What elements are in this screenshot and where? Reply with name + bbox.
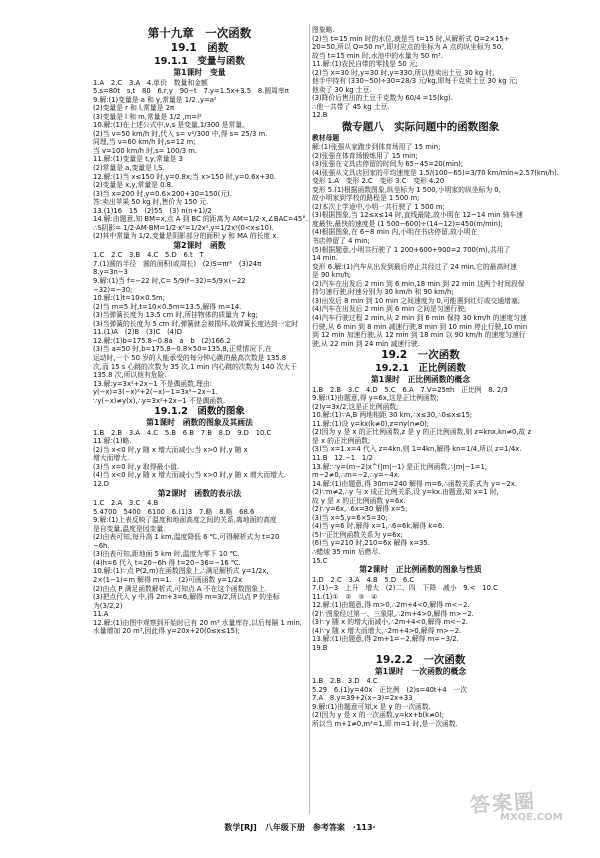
answer-line: 度最快,最快的速度是 (1 500−600)÷(14−12)=450(m/min); (312, 219, 503, 228)
answer-line: 10.解:(1)t=10×0.5m; (93, 294, 165, 303)
section-heading: 19.1 函数 (170, 42, 229, 54)
left-column (93, 26, 306, 636)
section-heading: 教材母题 (312, 134, 340, 143)
answer-line: (3)当弹簧长度为 13.5 cm 时,所挂物体的质量为 7 kg; (93, 311, 258, 320)
section-heading: 第2课时 函数的表示法 (157, 488, 242, 498)
answer-line: 13.(1)16 15 (2)55 (3) n(n+1)/2 (93, 206, 212, 215)
answer-line: 当 v=100 km/h 时,s= 100/3 m. (93, 146, 198, 155)
answer-line: 11.解:(1)变量是 t,y,常量是 3 (93, 155, 183, 164)
answer-line: 11.解:(1)略. (93, 437, 132, 446)
answer-line: 20=50,所以 Q=50 m³,即对应点的坐标为 A 点的纵坐标为 50, (312, 43, 504, 52)
answer-line: (3)由表可知,距地面 5 km 时,温度为零下 10 ℃. (93, 550, 240, 559)
right-column (312, 26, 559, 728)
section-heading: 第十九章 一次函数 (147, 26, 252, 40)
answer-line: (3)∵y 随 x 的增大而减小,∴2m+4<0,解得 m<−2. (312, 618, 468, 627)
answer-line: (2)当 t=15 min 时的水位,就是当 t=15 时,从解析式 Q=2×15+ (312, 34, 510, 43)
section-heading: 19.2 一次函数 (381, 349, 460, 362)
answer-line: 1.B 2.B 3.A 4.C 5.B 6.B 7.B 8.D 9.D 10.C (93, 428, 272, 437)
answer-line: 12.解:(1)当 x≤150 时,y=0.8x;当 x>150 时,y=0.6x+30. (93, 172, 276, 181)
answer-line: (2)变量是 r 和 l,常量是 2π (93, 104, 175, 113)
answer-line: 14 min. (312, 254, 338, 263)
answer-line: (2)因为 y 是 x 的一次函数,y=kx+b(k≠0); (312, 711, 445, 720)
answer-line: (4)∵y 随 x 增大而增大,∴2m+4>0,解得 m>−2. (312, 626, 462, 635)
section-heading: 第1课时 函数的图象及其画法 (146, 418, 253, 428)
answer-line: 11.(1)A (2)B (3)C (4)D (93, 328, 183, 337)
answer-line: 是 90 km/h; (312, 271, 352, 280)
section-heading: 第1课时 正比例函数的概念 (371, 375, 470, 385)
section-heading: 第1课时 一次函数的概念 (374, 666, 467, 676)
answer-line: ∴他一共带了 45 kg 土豆. (312, 102, 390, 111)
answer-line: (2)当 x<0 时,y 随 x 增大而减小;当 x>0 时,y 随 x (93, 445, 248, 454)
answer-line: (3)根据图象,当 12≤x≤14 时,直线最陡,故小明在 12~14 min 骑车速 (312, 211, 523, 220)
answer-line: 所以当 m+1≠0,m²=1,即 m=1 时,是一次函数. (312, 719, 458, 728)
answer-line: 14.解:(1)由题意,得 30m=240 解得 m=6,∴函数关系式为 y=−2x. (312, 479, 517, 488)
answer-line: (4)根据图象,在 6~8 min 内,小明在书店停留,故小明在 (312, 228, 478, 237)
answer-line: (3)变量是 l 和 m,常量是 1/2 ,m=l² (93, 112, 202, 121)
answer-line: 9.解:(1)由题意,得 y=6x,这是正比例函数; (312, 394, 439, 403)
section-heading: 19.1.2 函数的图象 (154, 406, 245, 418)
answer-line: 13.解:y=3x²+2x−1 不是偶函数,理由: (93, 379, 212, 388)
answer-line: (3)当 x=0 时,y 取得最小值. (93, 462, 180, 471)
answer-line: (3)出发后 8 min 到 10 min 之间速度为 0,可能遇到红灯或交通堵塞; (312, 296, 521, 305)
answer-line: 1.C 2.C 3.B 4.C 5.D 6.t T (93, 251, 204, 260)
answer-line: ∵y(−x)≠y(x),∴y=3x²+2x−1 不是偶函数. (93, 396, 226, 405)
answer-line: (2)变量是 x,y,常量是 0.8. (93, 181, 174, 190)
answer-line: 增大而增大. (93, 454, 130, 463)
watermark-line-1: 答案圈 (469, 788, 537, 818)
answer-line: 他卖了 30 kg 土豆. (312, 85, 372, 94)
answer-line: (4)汽车行驶过程 2 min,从 2 min 到 6 min 保持 30 km/h 的速度匀速 (312, 313, 527, 322)
answer-line: 同理,当 v=60 km/h 时,s=12 m; (93, 138, 196, 147)
answer-line: 11.A (93, 610, 109, 619)
section-heading: 19.1.1 变量与函数 (154, 56, 245, 67)
answer-line: 12.解:(1)由题意,得 m>0,∴2m+4<0,解得 m<−2. (312, 601, 470, 610)
answer-line: (2)y=3x/2,这是正比例函数; (312, 402, 399, 411)
answer-line: 2×(1−1)=m 解得 m=1. (2)可画函数 y=1/2x (93, 575, 243, 584)
answer-line: (3)当 x=200 时,y=0.6×200+30=150(元). (93, 189, 232, 198)
answer-line: 11.解:(1)设 y=kx(k≠0),z=ny(n≠0); (312, 419, 430, 428)
answer-line: 10.解:(1)∵点 P(2,m)在函数图象上,∴满足解析式 y=1/2x, (93, 567, 269, 576)
answer-line: (5)根据题意,小明共行驶了 1 200+600+900=2 700(m),共用了 (312, 245, 511, 254)
answer-line: (3)当 x=5,y=6×5=30; (312, 513, 388, 522)
answer-line: 7.(1)圆的半径 圆的面积(或周长) (2)S=πr² (3)24π (93, 259, 262, 268)
answer-line: 书店停留了 4 min; (312, 237, 370, 246)
answer-line: 1.C 2.A 3.C 4.B (93, 499, 159, 508)
answer-line: (2)汽车在出发后 2 min 到 6 min,18 min 到 22 min 这两个时间段保 (312, 279, 525, 288)
answer-line: 12.解:(1)b=175.8−0.8a a b (2)166.2 (93, 336, 231, 345)
answer-line: 15.C (312, 556, 328, 565)
answer-line: 故 y 是 x 的正比例函数 y=6x. (312, 496, 406, 505)
answer-line: (3)张强在文具店停留的时间为 65−45=20(min); (312, 160, 464, 169)
answer-line: (2)当 m=5 时,t=10×0.5m=13.5,解得 m=14. (93, 302, 242, 311)
section-heading: 第1课时 变量 (173, 68, 226, 77)
answer-line: 5.4700 5400 6100 6.(1)3 7.略 8.略 68.6 (93, 507, 255, 516)
answer-line: (2)∵y=6x,∴6x=30 解得 x=5; (312, 505, 408, 514)
answer-line: 8.y=3n−3 (93, 268, 128, 277)
answer-line: (2)由表可知,每升高 1 km,温度降低 6 ℃,可得解析式为 t=20 (93, 533, 280, 542)
section-heading: 微专题八 实际问题中的函数图象 (341, 121, 500, 134)
watermark-logo (470, 790, 590, 850)
answer-line: 次,而 15 s 心跳的次数为 35 次,1 min 内心跳的次数为 140 次大于 (93, 362, 297, 371)
answer-line: (2)因为 y 是 x 的正比例函数,z 是 y 的正比例函数,则 z=knx,kn≠0,故 z (312, 428, 532, 437)
answer-line: 135.8 次,所以他有危险. (93, 371, 167, 380)
answer-line: (2)其中常量为 1/2,变量是阴影部分的面积 y 和 MA 的长度 x. (93, 232, 279, 241)
answer-line: 9.解:(1)上表反映了温度和地面高度之间的关系,离地面的高度 (93, 516, 277, 525)
section-heading: 第2课时 函数 (173, 240, 226, 250)
answer-line: 变形 6.解:(1)汽车从出发到最后停止共经过了 24 min,它的最高时速 (312, 262, 517, 271)
section-heading: 19.2.2 一次函数 (375, 653, 466, 666)
answer-line: (4)当 x<0 时,y 随 x 增大而减小;当 x>0 时,y 随 x 增大而增大. (93, 471, 286, 480)
answer-line: 运动时,一个 50 岁的人能承受的每分钟心跳的最高次数是 135.8 (93, 353, 287, 362)
answer-line: 变形 5.(1)根据函数图象,纵坐标为 1 500,小明家的纵坐标为 0, (312, 185, 501, 194)
answer-line: 驶,从 22 min 到 24 min 减速行驶. (312, 339, 420, 348)
answer-line: (3)把点代入 y 中,得 2m+3=6,解得 m=3/2,所以点 P 的坐标 (93, 593, 280, 602)
answer-line: 13.解:∵y=(m−2)x^(|m|−1) 是正比例函数,∴|m|−1=1, (312, 462, 487, 471)
answer-line: 是自变量,温度是因变量. (93, 524, 166, 533)
answer-line: 1.D 2.C 3.A 4.B 5.D 6.C (312, 575, 415, 584)
answer-line: (6)当 y=210 时,210=6x 解得 x=35. (312, 539, 430, 548)
answer-line: 持匀速行驶,时速分别为 30 km/h 和 90 km/h; (312, 288, 454, 297)
answer-line: (3)降价后售出的土豆千克数为 60/4 =15(kg). (312, 94, 453, 103)
answer-line: 答:卖出苹果 50 kg 时,售价为 150 元. (93, 198, 209, 207)
answer-line: 1.B 2.B 3.D 4.C (312, 677, 378, 686)
answer-line: 图象略. (312, 26, 335, 34)
answer-line: 14.解:由题意,知 BM=x,点 A 到 BC 的距离为 AM=1/2·x,∠BAC=45°. (93, 215, 308, 224)
answer-line: (2)∵图象经过第一、三象限,∴2m+4>0,解得 m>−2. (312, 609, 474, 618)
answer-line: 7.(1)−3 上升 增大 (2)二、四 下降 减小 9.< 10.C (312, 584, 498, 593)
answer-line: 12.解:(1)由图中观察到开始时已有 20 m³ 水量库存,以后每隔 1 min, (93, 618, 302, 627)
answer-line: 9.解:(1)变量是 a 和 y,常量是 1/2 ,y=a² (93, 95, 217, 104)
column-divider (309, 24, 310, 814)
answer-line: 5.s=80t s,t 80 6.r,y 90−t 7.y=1.5x+3.5 8.圆周率π (93, 87, 289, 96)
answer-line: (3)当弹簧的长度为 5 cm 时,弹簧就会被损坏,故弹簧长度达到一定时 (93, 319, 299, 328)
answer-line: 11.B 12.−1 1/2 (312, 454, 373, 463)
answer-line: (4)当 y=6 时,解得 x=1,∴6=6k,解得 k=6. (312, 522, 445, 531)
answer-line: (2)本次上学途中,小明一共行驶了 1 500 m; (312, 202, 445, 211)
answer-line: 12.D (93, 480, 110, 489)
section-heading: 19.2.1 正比例函数 (375, 363, 466, 375)
answer-line: y(−x)=3(−x)²+2(−x)−1=3x²−2x−1. (93, 388, 218, 397)
answer-line: (3)当 a=50 时,b=175.8−0.8×50=135.8,正常情况下,在 (93, 345, 272, 354)
answer-line: 1.B 2.B 3.C 4.D 5.C 6.A 7.V=25πh 正比例 8. 2/3 (312, 385, 508, 394)
answer-line: −6h. (93, 541, 110, 550)
answer-line: (2)当 v=50 km/h 时,代入 s= v²/300 中,得 s= 25/3 m. (93, 129, 268, 138)
answer-line: m−2≠0,∴m=−2,∴y=−4x. (312, 471, 400, 480)
answer-line: 9.解:(1)由题意可知,x 是 y 的一次函数. (312, 702, 431, 711)
answer-line: 11.解:(1)农民自带的零钱是 50 元; (312, 60, 418, 69)
answer-line: (4)汽车在出发后 2 min 到 6 min 之间是匀速行驶; (312, 305, 467, 314)
answer-line: 变形 1.A 变形 2.C 变形 3.C 变形 4.20 (312, 177, 445, 186)
answer-line: 他手中持有 (330−50)÷30=28/3 元/kg,即每千克卖土豆 30 kg 元; (312, 77, 518, 86)
answer-line: 7.A 8.y=39+2(x−3)=2x+33 (312, 694, 413, 703)
answer-line: 1.A 2.C 3.A 4.单价 数量和金额 (93, 78, 208, 87)
page-footer: 数学[RJ] 八年级下册 参考答案 ·113· (224, 823, 376, 832)
answer-line: ∴S阴影= 1/2·AM·BM=1/2·x²=1/2x²,y=1/2x²(0<x≤10). (93, 223, 274, 232)
answer-line: 10.解:(1)∵A,B 两地相距 30 km,∴x≤30,∴0≤x≤15; (312, 411, 473, 420)
answer-line: 为(3/2,2) (93, 601, 123, 610)
answer-line: 19.B (312, 644, 328, 652)
watermark-line-2: MXQE.COM (500, 812, 563, 823)
answer-line: 9.解:(1)当 f=−22 时,C= 5/9(f−32)=5/9×(−22 (93, 277, 246, 286)
answer-line: (2)张强在体育场锻炼用了 15 min; (312, 151, 418, 160)
answer-line: 12.B (312, 111, 328, 120)
answer-line: 13.解:(1)由题意,得 2m+1=−2,解得 m=−3/2. (312, 635, 459, 644)
answer-line: (4)h=6 代入 t=20−6h 得 t=20−36=−16 ℃. (93, 558, 241, 567)
answer-line: −32)=−30; (93, 285, 133, 294)
answer-line: (3)当 x=1.x=4 代入 z=4kn,则 1=4kn,解得 kn=1/4,所以 z=1/4x. (312, 445, 522, 454)
answer-line: 水量增加 20 m³,因此得 y=20x+20(0≤x≤15); (93, 627, 240, 636)
answer-line: (2)常量是 a,变量是 l,S. (93, 163, 165, 172)
answer-line: (2)当 x=30 时,y=30 时,y=330,所以他卖出土豆 30 kg 时, (312, 68, 495, 77)
answer-line: 到 12 min 加速行驶,从 12 min 到 18 min 以 90 km/h 的速度匀速行 (312, 331, 526, 340)
answer-line: 解:(1)张强从家跑步到体育场用了 15 min; (312, 143, 441, 152)
answer-line: 行驶,从 6 min 到 8 min 减速行驶,8 min 到 10 min 停止行驶,10 min (312, 322, 528, 331)
answer-line: ∴蜡烛 35 min 后燃尽. (312, 548, 381, 557)
section-heading: 第2课时 正比例函数的图象与性质 (359, 565, 482, 575)
answer-line: (4)张强从文具店回家的平均速度是 1.5/(100−65)=3/70 km/min≈2.57(km/h). (312, 168, 559, 177)
answer-line: 是 x 的正比例函数; (312, 436, 371, 445)
answer-line: 10.解:(1)在上述公式中,v,s 是变量,1/300 是常量。 (93, 121, 249, 130)
answer-line: 5.29 6.(1)y=40x 正比例 (2)s=40t+4 一次 (312, 685, 468, 694)
answer-line: 11.(1)① ② ③ ④ (312, 592, 378, 601)
answer-line: 故小明家到学校的路程是 1 500 m; (312, 194, 420, 203)
answer-line: 故当 t=15 min 时,水池中的水量为 50 m³. (312, 51, 443, 60)
answer-line: (5)∵正比例函数关系为 y=6x; (312, 530, 403, 539)
answer-line: (2)∵m≠2,∴y 与 x 成正比例关系,设 y=kx.由题意,知 x=1 时, (312, 488, 499, 497)
answer-line: (2)由点 P 满足函数解析式,可知点 A 不在这个函数图象上. (93, 584, 268, 593)
